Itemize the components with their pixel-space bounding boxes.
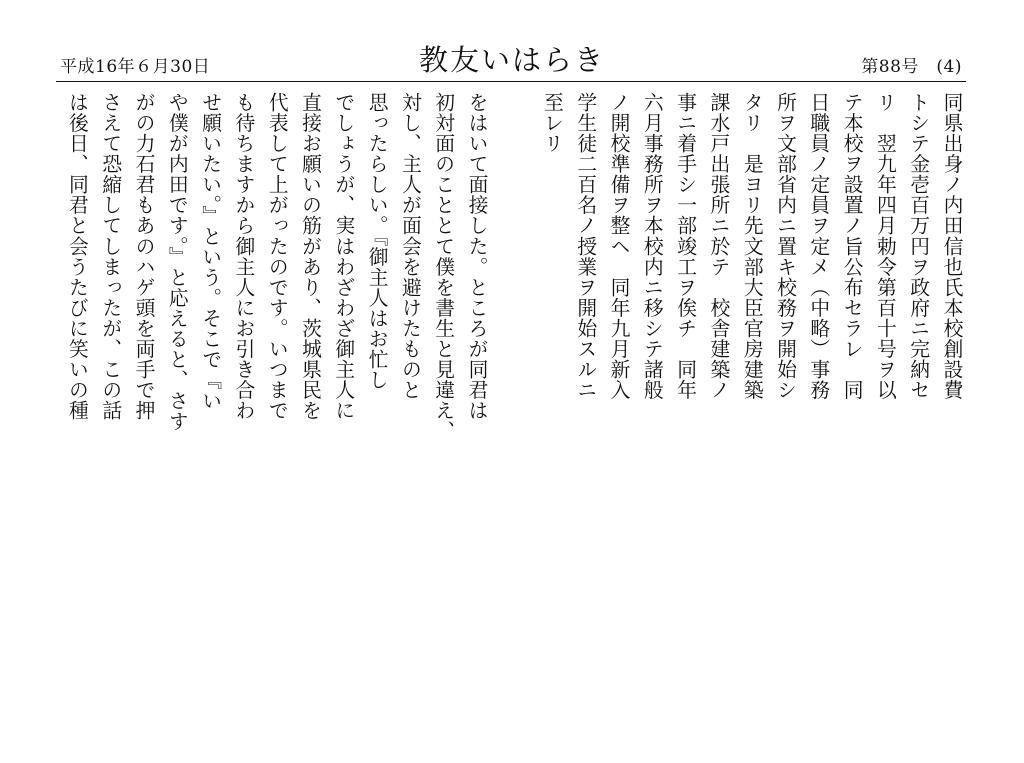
header-rule: [56, 81, 966, 82]
issue-date: 平成16年６月30日: [60, 57, 211, 77]
body-column-left: をはいて面接した。ところが同君は 初対面のこととて僕を書生と見違え、 対し、主人が面会を避けたものと 思ったらしい。『御主人はお忙し でしょうが、実はわざわざ御主人に 直接お願いの筋があり、茨城県民を 代表して上がったのです。いつまで も待ちますから御主人にお引き合わ せ願いたい。』という。そこで『い や僕が内田です。』と応えると、さす がの力石君もあのハゲ頭を両手で押 さえて恐縮してしまったが、この話 は後日、同君と会うたびに笑いの種: [65, 92, 488, 442]
newsletter-title: 教友いはらき: [418, 43, 605, 77]
issue-number: 第88号 (4): [861, 57, 962, 77]
body-column-right: 同県出身ノ内田信也氏本校創設費 トシテ金壱百万円ヲ政府ニ完納セ リ 翌九年四月勅令第百十号ヲ以 テ本校ヲ設置ノ旨公布セラレ 同 日職員ノ定員ヲ定メ（中略）事務 所ヲ文部省内ニ置キ校務ヲ開始シ タリ 是ヨリ先文部大臣官房建築 課水戸出張所ニ於テ 校舎建築ノ 事ニ着手シ一部竣工ヲ俟チ 同年 六月事務所ヲ本校内ニ移シテ諸般 ノ開校準備ヲ整ヘ 同年九月新入 学生徒二百名ノ授業ヲ開始スルニ 至レリ: [540, 92, 963, 401]
page-header: [0, 0, 1024, 84]
